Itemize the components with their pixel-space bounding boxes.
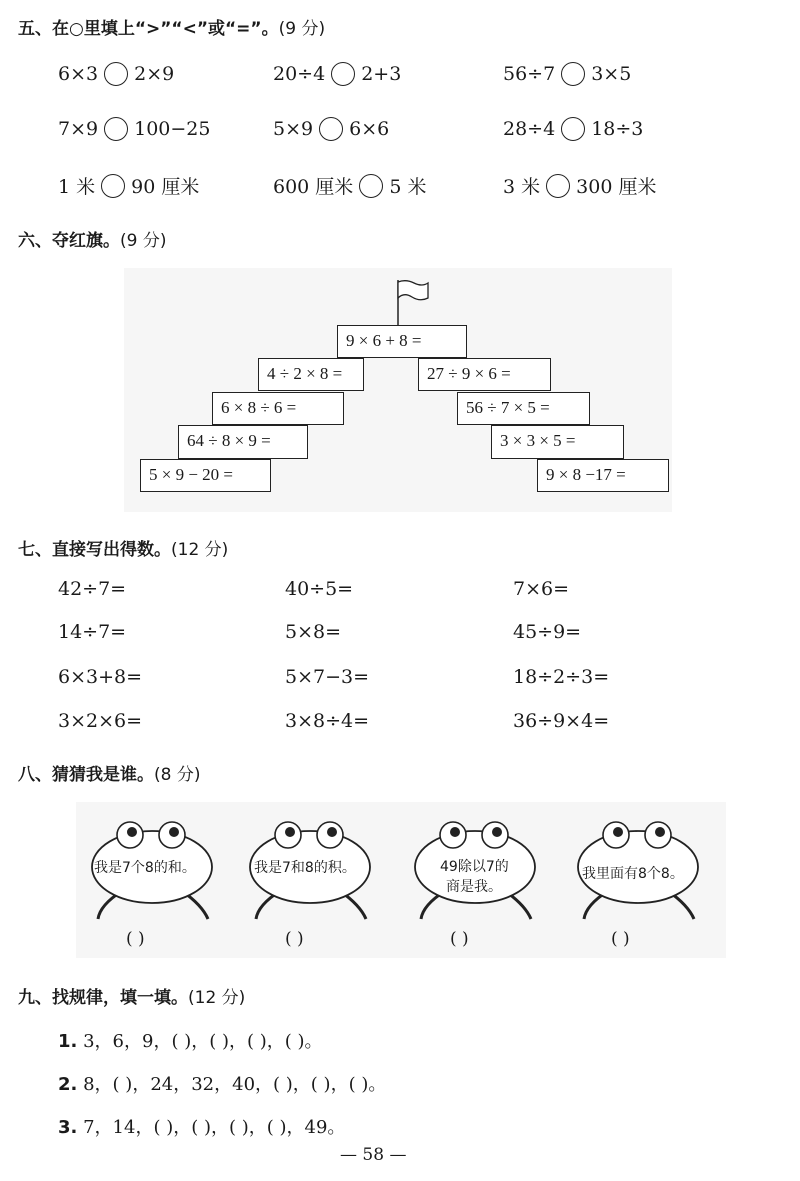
compare-right: 5 米 [389, 176, 427, 198]
compare-left: 6×3 [58, 63, 99, 85]
calc-problem: 45÷9= [513, 621, 582, 643]
compare-left: 5×9 [273, 118, 314, 140]
compare-item [58, 117, 210, 141]
compare-item [58, 172, 199, 199]
sequence-text[interactable]: 7，14，( )，( )，( )，( )，49。 [83, 1117, 346, 1138]
compare-item [58, 62, 174, 86]
sequence-number: 2. [58, 1074, 78, 1095]
answer-circle[interactable] [104, 62, 128, 86]
answer-blank[interactable]: ( ) [450, 929, 469, 949]
compare-right: 6×6 [349, 118, 390, 140]
sequence-text[interactable]: 3，6，9，( )，( )，( )，( )。 [83, 1031, 323, 1052]
page-number: — 58 — [340, 1145, 407, 1165]
calc-problem: 14÷7= [58, 621, 127, 643]
section-9-title: 九、找规律，填一填。 [18, 988, 188, 1008]
calc-problem: 18÷2÷3= [513, 666, 610, 688]
answer-circle[interactable] [101, 174, 125, 198]
section-7-points: (12 分) [171, 540, 229, 560]
sequence-text[interactable]: 8，( )，24，32，40，( )，( )，( )。 [83, 1074, 387, 1095]
answer-circle[interactable] [546, 174, 570, 198]
section-6-points: (9 分) [120, 231, 167, 251]
calc-problem: 36÷9×4= [513, 710, 610, 732]
calc-problem: 42÷7= [58, 578, 127, 600]
calc-problem: 6×3+8= [58, 666, 143, 688]
calc-problem: 5×7−3= [285, 666, 370, 688]
compare-item [503, 172, 656, 199]
sequence-item [58, 1027, 323, 1053]
compare-right: 2×9 [134, 63, 175, 85]
section-8-heading [18, 760, 200, 785]
compare-item [273, 117, 389, 141]
sequence-item [58, 1113, 345, 1139]
answer-blank[interactable]: ( ) [285, 929, 304, 949]
compare-item [503, 62, 631, 86]
section-5-heading [18, 14, 325, 39]
compare-item [273, 62, 401, 86]
right-step-problem[interactable]: 3 × 3 × 5 = [491, 425, 624, 459]
calc-problem: 3×2×6= [58, 710, 143, 732]
section-6-heading [18, 226, 166, 251]
calc-problem: 40÷5= [285, 578, 354, 600]
section-9-points: (12 分) [188, 988, 246, 1008]
calc-problem: 3×8÷4= [285, 710, 370, 732]
left-step-problem[interactable]: 5 × 9 − 20 = [140, 459, 271, 492]
creature-clue: 我里面有8个8。 [582, 866, 684, 882]
compare-item [503, 117, 643, 141]
answer-blank[interactable]: ( ) [126, 929, 145, 949]
creature-clue: 49除以7的 [440, 859, 509, 875]
answer-circle[interactable] [104, 117, 128, 141]
compare-left: 1 米 [58, 176, 96, 198]
section-8-title: 八、猜猜我是谁。 [18, 765, 154, 785]
section-8-points: (8 分) [154, 765, 201, 785]
compare-right: 300 厘米 [576, 176, 657, 198]
answer-circle[interactable] [359, 174, 383, 198]
section-7-title: 七、直接写出得数。 [18, 540, 171, 560]
compare-right: 3×5 [591, 63, 632, 85]
right-step-problem[interactable]: 9 × 8 −17 = [537, 459, 669, 492]
calc-problem: 5×8= [285, 621, 342, 643]
creature-clue: 我是7和8的积。 [254, 860, 356, 876]
compare-right: 18÷3 [591, 118, 644, 140]
flag-top-problem[interactable]: 9 × 6 + 8 = [337, 325, 467, 358]
answer-circle[interactable] [561, 62, 585, 86]
sequence-number: 3. [58, 1117, 78, 1138]
compare-item [273, 172, 426, 199]
compare-left: 56÷7 [503, 63, 556, 85]
calc-problem: 7×6= [513, 578, 570, 600]
compare-right: 2+3 [361, 63, 402, 85]
left-step-problem[interactable]: 4 ÷ 2 × 8 = [258, 358, 364, 391]
sequence-item [58, 1070, 386, 1096]
compare-left: 3 米 [503, 176, 541, 198]
section-7-heading [18, 535, 228, 560]
creature-clue: 我是7个8的和。 [94, 860, 196, 876]
left-step-problem[interactable]: 64 ÷ 8 × 9 = [178, 425, 308, 459]
answer-circle[interactable] [319, 117, 343, 141]
compare-right: 90 厘米 [131, 176, 200, 198]
sequence-number: 1. [58, 1031, 78, 1052]
section-9-heading [18, 983, 245, 1008]
creature-clue-line2: 商是我。 [446, 879, 502, 895]
right-step-problem[interactable]: 27 ÷ 9 × 6 = [418, 358, 551, 391]
answer-circle[interactable] [561, 117, 585, 141]
compare-left: 600 厘米 [273, 176, 354, 198]
left-step-problem[interactable]: 6 × 8 ÷ 6 = [212, 392, 344, 425]
section-5-title: 五、在○里填上“>”“<”或“=”。 [18, 19, 279, 39]
compare-left: 20÷4 [273, 63, 326, 85]
section-6-title: 六、夺红旗。 [18, 231, 120, 251]
compare-left: 28÷4 [503, 118, 556, 140]
compare-left: 7×9 [58, 118, 99, 140]
answer-blank[interactable]: ( ) [611, 929, 630, 949]
answer-circle[interactable] [331, 62, 355, 86]
right-step-problem[interactable]: 56 ÷ 7 × 5 = [457, 392, 590, 425]
red-flag-icon [392, 278, 432, 328]
section-5-points: (9 分) [278, 19, 326, 39]
compare-right: 100−25 [134, 118, 211, 140]
